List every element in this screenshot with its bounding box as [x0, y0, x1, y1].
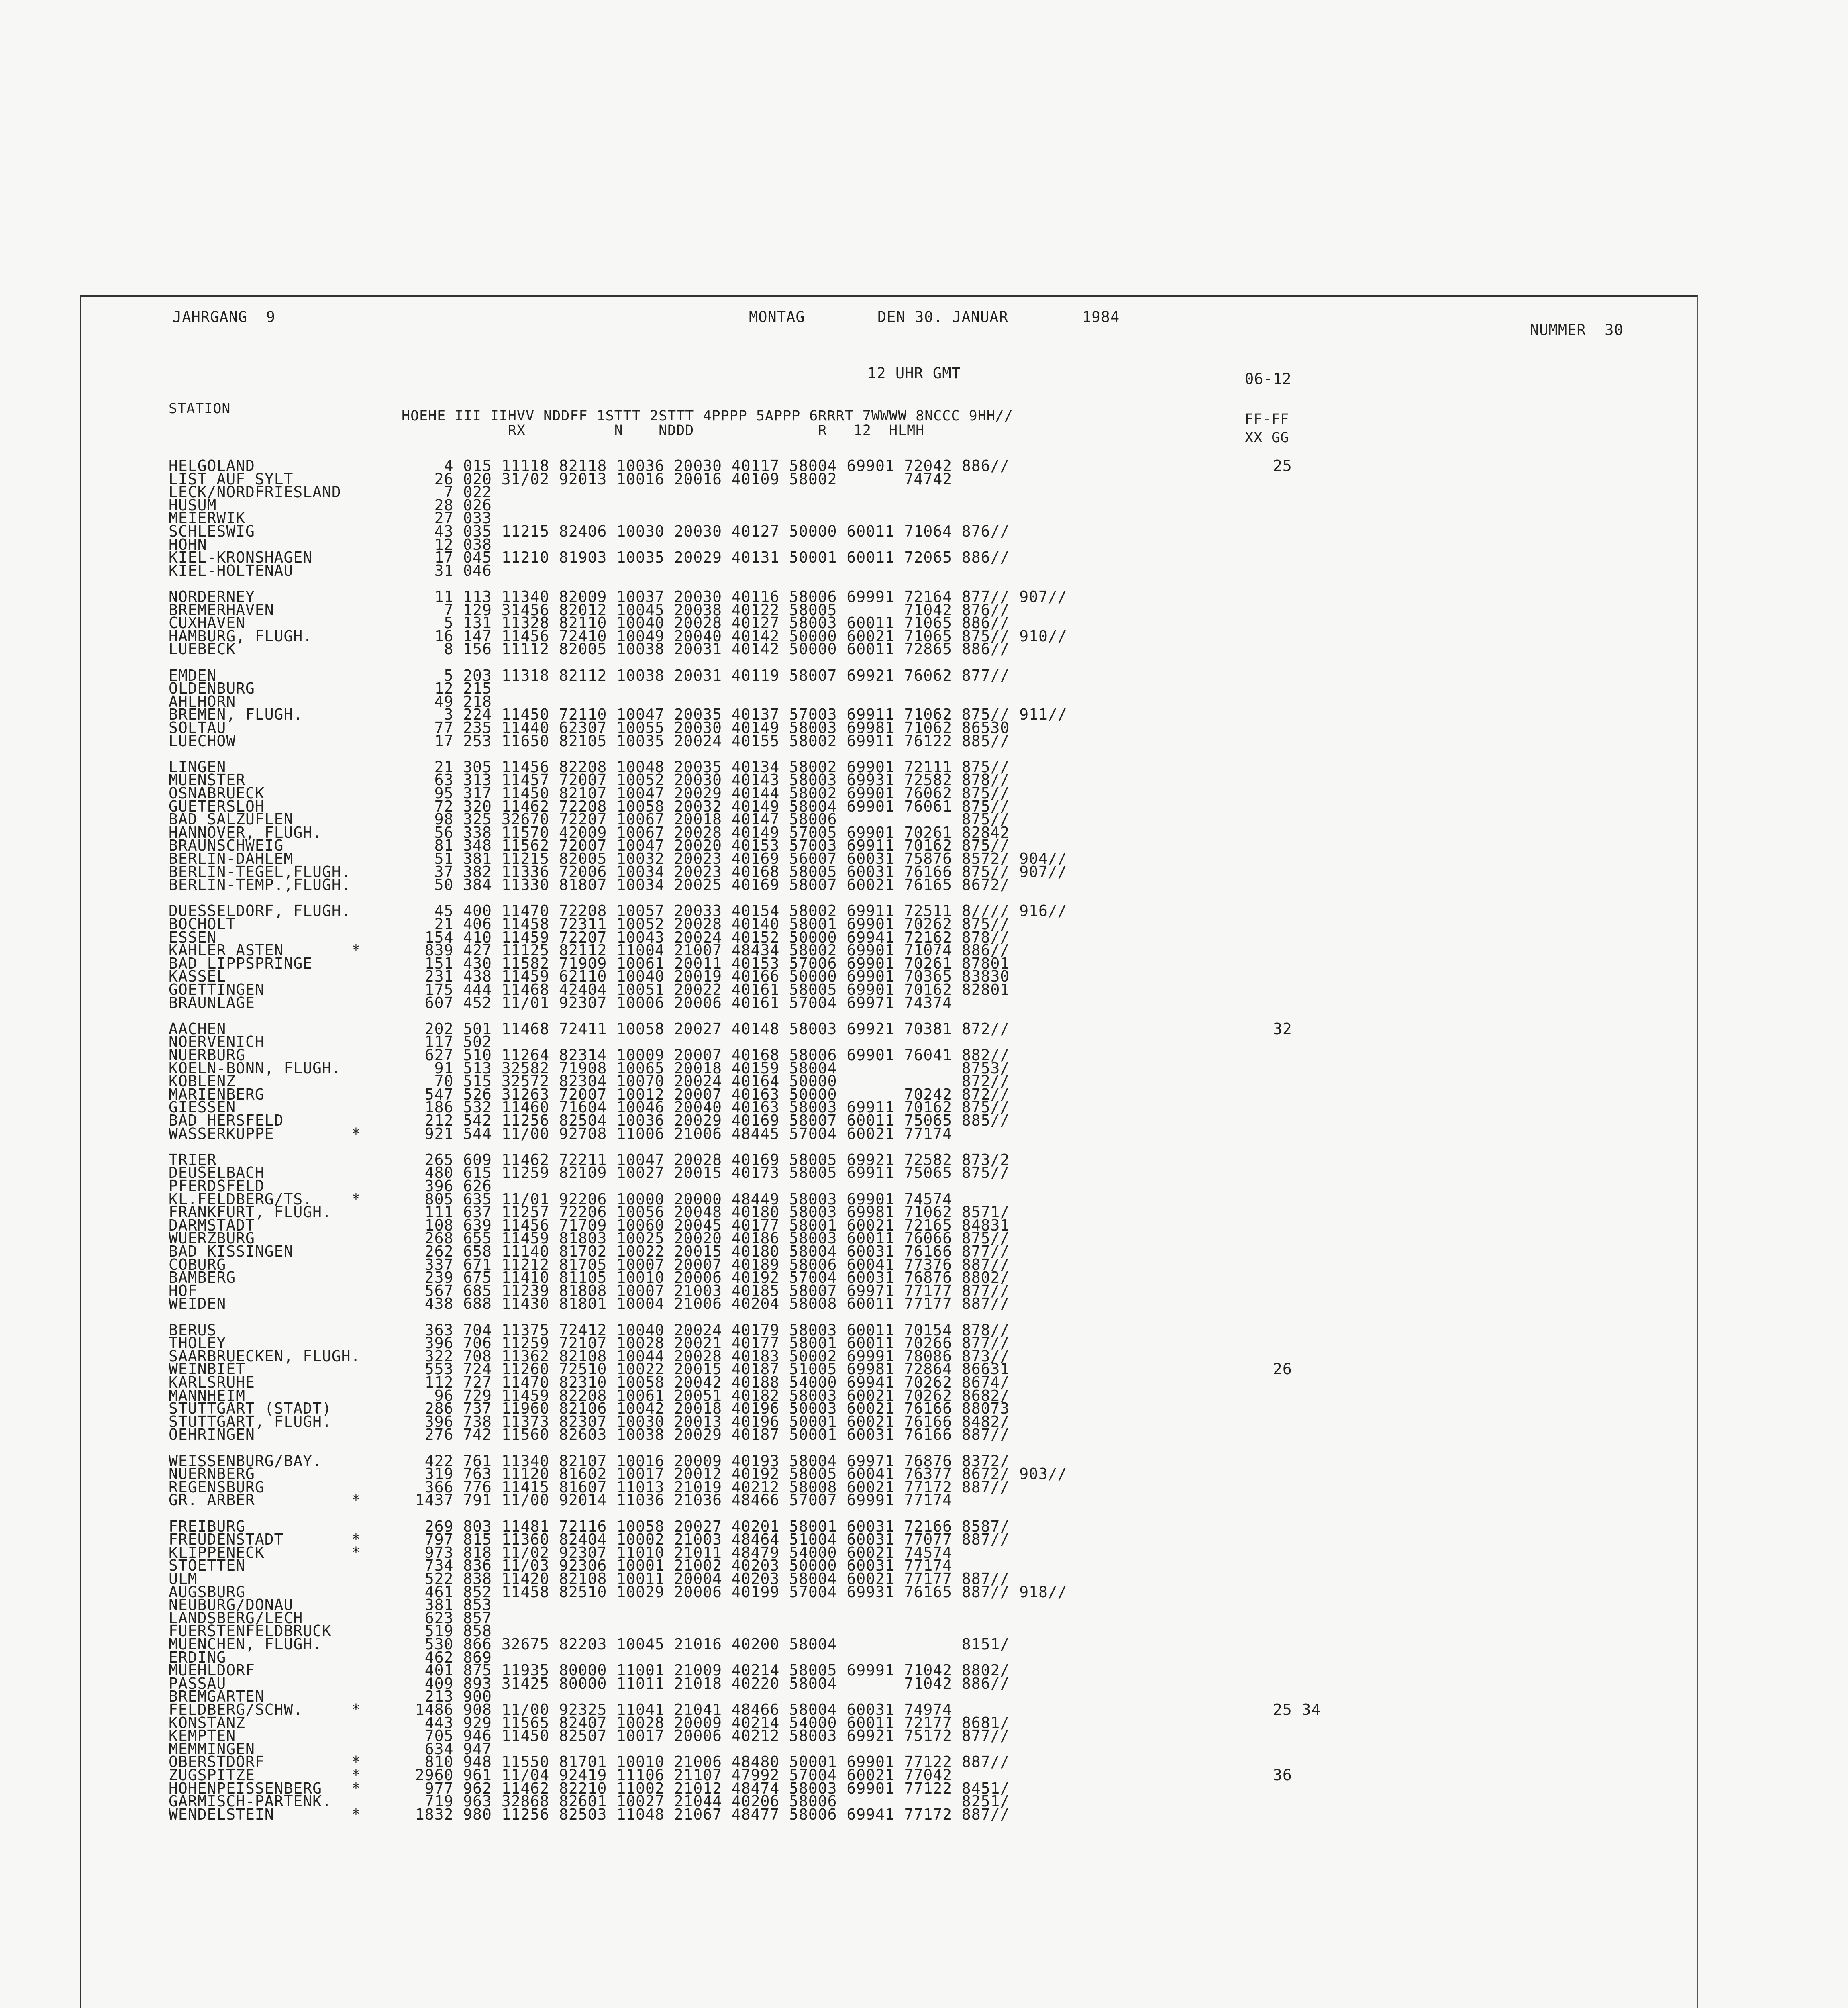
station-name: KAHLER ASTEN: [169, 941, 284, 959]
synop-values: 11 113 11340 82009 10037 20030 40116 58006 69991 72164 877// 907//: [406, 588, 1067, 606]
synop-values: 16 147 11456 72410 10049 20040 40142 50000 60021 71065 875// 910//: [406, 627, 1067, 645]
synop-values: 396 626: [406, 1177, 492, 1195]
station-name: WEISSENBURG/BAY.: [169, 1452, 322, 1470]
station-name: WEIDEN: [169, 1295, 226, 1313]
synop-values: 111 637 11257 72206 10056 20048 40180 58003 69981 71062 8571/: [406, 1203, 1010, 1221]
station-name: BRAUNSCHWEIG: [169, 837, 284, 855]
station-name: FELDBERG/SCHW.: [169, 1701, 303, 1718]
synop-values: 91 513 32582 71908 10065 20018 40159 58004 8753/: [406, 1059, 1010, 1077]
wind-header-1: FF-FF: [1245, 411, 1289, 427]
mountain-station-marker: *: [351, 941, 361, 959]
station-name: DUESSELDORF, FLUGH.: [169, 902, 351, 920]
synop-values: 26 020 31/02 92013 10016 20016 40109 58002 74742: [406, 470, 953, 488]
synop-values: 461 852 11458 82510 10029 20006 40199 57004 69931 76165 887// 918//: [406, 1583, 1067, 1601]
synop-values: 363 704 11375 72412 10040 20024 40179 58003 60011 70154 878//: [406, 1321, 1010, 1339]
synop-values: 547 526 31263 72007 10012 20007 40163 50000 70242 872//: [406, 1085, 1010, 1103]
station-name: GOETTINGEN: [169, 981, 265, 998]
synop-values: 5 131 11328 82110 10040 20028 40127 58003 60011 71065 886//: [406, 614, 1010, 632]
synop-values: 213 900: [406, 1688, 492, 1706]
weekday: MONTAG: [749, 308, 805, 326]
gust-values: 32: [1273, 1020, 1292, 1038]
station-name: KIEL-HOLTENAU: [169, 561, 294, 580]
station-name: BERLIN-TEGEL,FLUGH.: [169, 863, 351, 881]
synop-values: 43 035 11215 82406 10030 20030 40127 50000 60011 71064 876//: [406, 522, 1010, 540]
synop-values: 7 129 31456 82012 10045 20038 40122 58005 71042 876//: [406, 601, 1010, 619]
station-name: NUERBURG: [169, 1046, 246, 1064]
station-name: LUEBECK: [169, 640, 236, 658]
station-name: STOETTEN: [169, 1557, 246, 1575]
station-name: MUENCHEN, FLUGH.: [169, 1635, 322, 1653]
station-name: KOELN-BONN, FLUGH.: [169, 1059, 341, 1077]
station-name: TRIER: [169, 1151, 217, 1169]
station-name: LIST AUF SYLT: [169, 470, 294, 488]
synop-values: 443 929 11565 82407 10028 20009 40214 54000 60011 72177 8681/: [406, 1714, 1010, 1732]
synop-values: 45 400 11470 72208 10057 20033 40154 58002 69911 72511 8//// 916//: [406, 902, 1067, 920]
station-name: WENDELSTEIN: [169, 1805, 274, 1823]
station-name: BERLIN-TEMP.,FLUGH.: [169, 876, 351, 894]
synop-values: 3 224 11450 72110 10047 20035 40137 57003 69911 71062 875// 911//: [406, 706, 1067, 724]
synop-values: 239 675 11410 81105 10010 20006 40192 57004 60031 76876 8802/: [406, 1269, 1010, 1287]
station-name: LECK/NORDFRIESLAND: [169, 483, 341, 501]
synop-values: 973 818 11/02 92307 11010 21011 48479 54000 60021 74574: [406, 1543, 953, 1561]
station-name: ZUGSPITZE: [169, 1766, 255, 1784]
station-name: MUENSTER: [169, 771, 246, 789]
synop-values: 1832 980 11256 82503 11048 21067 48477 58006 69941 77172 887//: [406, 1805, 1010, 1823]
year: 1984: [1082, 308, 1120, 326]
station-name: HAMBURG, FLUGH.: [169, 627, 313, 645]
station-name: REGENSBURG: [169, 1478, 265, 1496]
synop-values: 7 022: [406, 483, 492, 501]
station-name: GARMISCH-PARTENK.: [169, 1792, 332, 1810]
gust-values: 25 34: [1273, 1701, 1321, 1718]
station-name: ULM: [169, 1570, 198, 1588]
station-name: OBERSTDORF: [169, 1753, 265, 1771]
synop-values: 72 320 11462 72208 10058 20032 40149 58004 69901 76061 875//: [406, 797, 1010, 815]
station-name: AUGSBURG: [169, 1583, 246, 1601]
mountain-station-marker: *: [351, 1543, 361, 1561]
synop-values: 4 015 11118 82118 10036 20030 40117 58004 69901 72042 886//: [406, 457, 1010, 475]
station-name: SAARBRUECKEN, FLUGH.: [169, 1347, 361, 1365]
synop-values: 921 544 11/00 92708 11006 21006 48445 57004 60021 77174: [406, 1124, 953, 1143]
synop-values: 422 761 11340 82107 10016 20009 40193 58004 69971 76876 8372/: [406, 1452, 1010, 1470]
synop-values: 8 156 11112 82005 10038 20031 40142 50000 60011 72865 886//: [406, 640, 1010, 658]
synop-values: 49 218: [406, 692, 492, 710]
station-name: GIESSEN: [169, 1098, 236, 1116]
synop-values: 2960 961 11/04 92419 11106 21107 47992 57004 60021 77042: [406, 1766, 953, 1784]
station-name: OEHRINGEN: [169, 1426, 255, 1444]
station-name: BERLIN-DAHLEM: [169, 850, 294, 867]
synop-values: 108 639 11456 71709 10060 20045 40177 58001 60021 72165 84831: [406, 1216, 1010, 1234]
synop-values: 269 803 11481 72116 10058 20027 40201 58001 60031 72166 8587/: [406, 1517, 1010, 1535]
station-name: HUSUM: [169, 496, 217, 514]
station-name: GR. ARBER: [169, 1491, 255, 1509]
gust-values: 26: [1273, 1360, 1292, 1378]
wind-header-2: XX GG: [1245, 430, 1289, 446]
synop-values: 705 946 11450 82507 10017 20006 40212 58003 69921 75172 877//: [406, 1727, 1010, 1745]
station-name: BRAUNLAGE: [169, 994, 255, 1012]
mountain-station-marker: *: [351, 1124, 361, 1143]
jahrgang: JAHRGANG 9: [173, 308, 276, 326]
station-name: WUERZBURG: [169, 1229, 255, 1247]
station-name: SCHLESWIG: [169, 522, 255, 540]
station-name: BREMERHAVEN: [169, 601, 274, 619]
period: 06-12: [1245, 370, 1292, 388]
station-name: KL.FELDBERG/TS.: [169, 1190, 313, 1208]
station-name: BREMEN, FLUGH.: [169, 706, 303, 724]
synop-values: 553 724 11260 72510 10022 20015 40187 51005 69981 72864 86631: [406, 1360, 1010, 1378]
station-name: COBURG: [169, 1255, 226, 1273]
synop-values: 154 410 11459 72207 10043 20024 40152 50000 69941 72162 878//: [406, 928, 1010, 946]
station-name: GUETERSLOH: [169, 797, 265, 815]
synop-values: 98 325 32670 72207 10067 20018 40147 58006 875//: [406, 810, 1010, 829]
station-name: EMDEN: [169, 666, 217, 684]
station-name: FREUDENSTADT: [169, 1530, 284, 1549]
synop-values: 462 869: [406, 1648, 492, 1666]
station-name: BERUS: [169, 1321, 217, 1339]
station-name: BAD SALZUFLEN: [169, 810, 294, 829]
mountain-station-marker: *: [351, 1779, 361, 1797]
observation-time: 12 UHR GMT: [867, 365, 961, 382]
synop-values: 212 542 11256 82504 10036 20029 40169 58007 60011 75065 885//: [406, 1112, 1010, 1129]
station-name: ESSEN: [169, 928, 217, 946]
station-name: LUECHOW: [169, 732, 236, 750]
synop-values: 96 729 11459 82208 10061 20051 40182 58003 60021 70262 8682/: [406, 1386, 1010, 1404]
synop-values: 56 338 11570 42009 10067 20028 40149 57005 69901 70261 82842: [406, 823, 1010, 841]
synop-values: 186 532 11460 71604 10046 20040 40163 58003 69911 70162 875//: [406, 1098, 1010, 1116]
synop-values: 51 381 11215 82005 10032 20023 40169 56007 60031 75876 8572/ 904//: [406, 850, 1067, 867]
code-header-1: HOEHE III IIHVV NDDFF 1STTT 2STTT 4PPPP 5APPP 6RRRT 7WWWW 8NCCC 9HH//: [402, 408, 1013, 424]
synop-values: 409 893 31425 80000 11011 21018 40220 58004 71042 886//: [406, 1674, 1010, 1692]
station-name: AACHEN: [169, 1020, 226, 1038]
station-name: PFERDSFELD: [169, 1177, 265, 1195]
station-name: MANNHEIM: [169, 1386, 246, 1404]
gust-values: 25: [1273, 457, 1292, 475]
station-name: KASSEL: [169, 967, 226, 986]
synop-values: 12 038: [406, 535, 492, 553]
synop-values: 366 776 11415 81607 11013 21019 40212 58008 60021 77172 887//: [406, 1478, 1010, 1496]
station-name: AHLHORN: [169, 692, 236, 710]
synop-values: 530 866 32675 82203 10045 21016 40200 58004 8151/: [406, 1635, 1010, 1653]
synop-values: 95 317 11450 82107 10047 20029 40144 58002 69901 76062 875//: [406, 784, 1010, 802]
station-name: KLIPPENECK: [169, 1543, 265, 1561]
station-name: NORDERNEY: [169, 588, 255, 606]
mountain-station-marker: *: [351, 1753, 361, 1771]
station-name: HOHENPEISSENBERG: [169, 1779, 322, 1797]
station-row: [0, 1806, 1767, 1822]
synop-values: 77 235 11440 62307 10055 20030 40149 58003 69981 71062 86530: [406, 719, 1010, 737]
mountain-station-marker: *: [351, 1701, 361, 1718]
station-name: NOERVENICH: [169, 1033, 265, 1051]
station-header: STATION: [169, 401, 231, 417]
station-name: BAD HERSFELD: [169, 1112, 284, 1129]
station-name: NUERNBERG: [169, 1465, 255, 1483]
synop-values: 70 515 32572 82304 10070 20024 40164 50000 872//: [406, 1072, 1010, 1090]
mountain-station-marker: *: [351, 1491, 361, 1509]
station-name: KARLSRUHE: [169, 1373, 255, 1391]
synop-values: 519 858: [406, 1622, 492, 1640]
synop-values: 112 727 11470 82310 10058 20042 40188 54000 69941 70262 8674/: [406, 1373, 1010, 1391]
station-name: WEINBIET: [169, 1360, 246, 1378]
station-name: OSNABRUECK: [169, 784, 265, 802]
synop-values: 175 444 11468 42404 10051 20022 40161 58005 69901 70162 82801: [406, 981, 1010, 998]
synop-values: 5 203 11318 82112 10038 20031 40119 58007 69921 76062 877//: [406, 666, 1010, 684]
station-name: DARMSTADT: [169, 1216, 255, 1234]
synop-values: 28 026: [406, 496, 492, 514]
station-name: BAD KISSINGEN: [169, 1243, 294, 1260]
station-name: KONSTANZ: [169, 1714, 246, 1732]
mountain-station-marker: *: [351, 1530, 361, 1549]
synop-values: 607 452 11/01 92307 10006 20006 40161 57004 69971 74374: [406, 994, 953, 1012]
station-name: LANDSBERG/LECH: [169, 1609, 303, 1627]
station-name: NEUBURG/DONAU: [169, 1596, 294, 1614]
synop-values: 268 655 11459 81803 10025 20020 40186 58003 60011 76066 875//: [406, 1229, 1010, 1247]
synop-values: 438 688 11430 81801 10004 21006 40204 58008 60011 77177 887//: [406, 1295, 1010, 1313]
synop-values: 480 615 11259 82109 10027 20015 40173 58005 69911 75065 875//: [406, 1164, 1010, 1182]
synop-values: 322 708 11362 82108 10044 20028 40183 50002 69991 78086 873//: [406, 1347, 1010, 1365]
synop-values: 276 742 11560 82603 10038 20029 40187 50001 60031 76166 887//: [406, 1426, 1010, 1444]
station-name: BREMGARTEN: [169, 1688, 265, 1706]
station-name: FUERSTENFELDBRUCK: [169, 1622, 332, 1640]
synop-values: 977 962 11462 82210 11002 21012 48474 58003 69901 77122 8451/: [406, 1779, 1010, 1797]
synop-values: 1486 908 11/00 92325 11041 21041 48466 58004 60031 74974: [406, 1701, 953, 1718]
station-name: THOLEY: [169, 1334, 226, 1352]
synop-values: 810 948 11550 81701 10010 21006 48480 50001 69901 77122 887//: [406, 1753, 1010, 1771]
synop-values: 286 737 11960 82106 10042 20018 40196 50003 60021 76166 88073: [406, 1400, 1010, 1418]
station-name: SOLTAU: [169, 719, 226, 737]
station-name: MEMMINGEN: [169, 1740, 255, 1758]
gust-values: 36: [1273, 1766, 1292, 1784]
station-name: HOF: [169, 1282, 198, 1300]
synop-values: 522 838 11420 82108 10011 20004 40203 58004 60021 77177 887//: [406, 1570, 1010, 1588]
synop-values: 117 502: [406, 1033, 492, 1051]
station-name: PASSAU: [169, 1674, 226, 1692]
mountain-station-marker: *: [351, 1190, 361, 1208]
station-name: DEUSELBACH: [169, 1164, 265, 1182]
synop-values: 21 305 11456 82208 10048 20035 40134 58002 69901 72111 875//: [406, 758, 1010, 776]
synop-values: 839 427 11125 82112 11004 21007 48434 58002 69901 71074 886//: [406, 941, 1010, 959]
station-name: KEMPTEN: [169, 1727, 236, 1745]
station-name: BAMBERG: [169, 1269, 236, 1287]
synop-values: 27 033: [406, 509, 492, 527]
synop-values: 63 313 11457 72007 10052 20030 40143 58003 69931 72582 878//: [406, 771, 1010, 789]
station-name: MEIERWIK: [169, 509, 246, 527]
synop-values: 1437 791 11/00 92014 11036 21036 48466 57007 69991 77174: [406, 1491, 953, 1509]
synop-values: 202 501 11468 72411 10058 20027 40148 58003 69921 70381 872//: [406, 1020, 1010, 1038]
synop-values: 719 963 32868 82601 10027 21044 40206 58006 8251/: [406, 1792, 1010, 1810]
station-name: FRANKFURT, FLUGH.: [169, 1203, 332, 1221]
synop-values: 805 635 11/01 92206 10000 20000 48449 58003 69901 74574: [406, 1190, 953, 1208]
synop-values: 797 815 11360 82404 10002 21003 48464 51004 60031 77077 887//: [406, 1530, 1010, 1549]
synop-values: 337 671 11212 81705 10007 20007 40189 58006 60041 77376 887//: [406, 1255, 1010, 1273]
synop-values: 319 763 11120 81602 10017 20012 40192 58005 60041 76377 8672/ 903//: [406, 1465, 1067, 1483]
station-name: WASSERKUPPE: [169, 1124, 274, 1143]
station-name: HELGOLAND: [169, 457, 255, 475]
synop-values: 37 382 11336 72006 10034 20023 40168 58005 60031 76166 875// 907//: [406, 863, 1067, 881]
synop-values: 634 947: [406, 1740, 492, 1758]
station-name: BAD LIPPSPRINGE: [169, 954, 313, 972]
mountain-station-marker: *: [351, 1805, 361, 1823]
synop-values: 151 430 11582 71909 10061 20011 40153 57006 69901 70261 87801: [406, 954, 1010, 972]
station-name: ERDING: [169, 1648, 226, 1666]
synop-values: 81 348 11562 72007 10047 20020 40153 57003 69911 70162 875//: [406, 837, 1010, 855]
station-name: STUTTGART, FLUGH.: [169, 1412, 332, 1430]
station-name: HANNOVER, FLUGH.: [169, 823, 322, 841]
issue-number: NUMMER 30: [1530, 321, 1624, 339]
station-name: STUTTGART (STADT): [169, 1400, 332, 1418]
station-name: HOHN: [169, 535, 207, 553]
synop-values: 567 685 11239 81808 10007 21003 40185 58007 69971 77177 877//: [406, 1282, 1010, 1300]
synop-values: 21 406 11458 72311 10052 20028 40140 58001 69901 70262 875//: [406, 915, 1010, 933]
synop-values: 50 384 11330 81807 10034 20025 40169 58007 60021 76165 8672/: [406, 876, 1010, 894]
synop-values: 231 438 11459 62110 10040 20019 40166 50000 69901 70365 83830: [406, 967, 1010, 986]
station-name: KOBLENZ: [169, 1072, 236, 1090]
station-name: MARIENBERG: [169, 1085, 265, 1103]
synop-values: 31 046: [406, 561, 492, 580]
synop-values: 17 253 11650 82105 10035 20024 40155 58002 69911 76122 885//: [406, 732, 1010, 750]
synop-values: 401 875 11935 80000 11001 21009 40214 58005 69991 71042 8802/: [406, 1661, 1010, 1679]
date: DEN 30. JANUAR: [877, 308, 1008, 326]
synop-values: 734 836 11/03 92306 10001 21002 40203 50000 60031 77174: [406, 1557, 953, 1575]
station-name: CUXHAVEN: [169, 614, 246, 632]
synop-values: 265 609 11462 72211 10047 20028 40169 58005 69921 72582 873/2: [406, 1151, 1010, 1169]
synop-values: 381 853: [406, 1596, 492, 1614]
mountain-station-marker: *: [351, 1766, 361, 1784]
station-name: LINGEN: [169, 758, 226, 776]
station-name: MUEHLDORF: [169, 1661, 255, 1679]
synop-values: 623 857: [406, 1609, 492, 1627]
station-name: OLDENBURG: [169, 680, 255, 698]
synop-values: 12 215: [406, 680, 492, 698]
station-name: KIEL-KRONSHAGEN: [169, 549, 313, 567]
synop-values: 627 510 11264 82314 10009 20007 40168 58006 69901 76041 882//: [406, 1046, 1010, 1064]
synop-values: 396 738 11373 82307 10030 20013 40196 50001 60021 76166 8482/: [406, 1412, 1010, 1430]
synop-values: 396 706 11259 72107 10028 20021 40177 58001 60011 70266 877//: [406, 1334, 1010, 1352]
synop-values: 262 658 11140 81702 10022 20015 40180 58004 60031 76166 877//: [406, 1243, 1010, 1260]
code-header-2: RX N NDDD R 12 HLMH: [402, 422, 925, 439]
station-name: FREIBURG: [169, 1517, 246, 1535]
synop-values: 17 045 11210 81903 10035 20029 40131 50001 60011 72065 886//: [406, 549, 1010, 567]
station-name: BOCHOLT: [169, 915, 236, 933]
